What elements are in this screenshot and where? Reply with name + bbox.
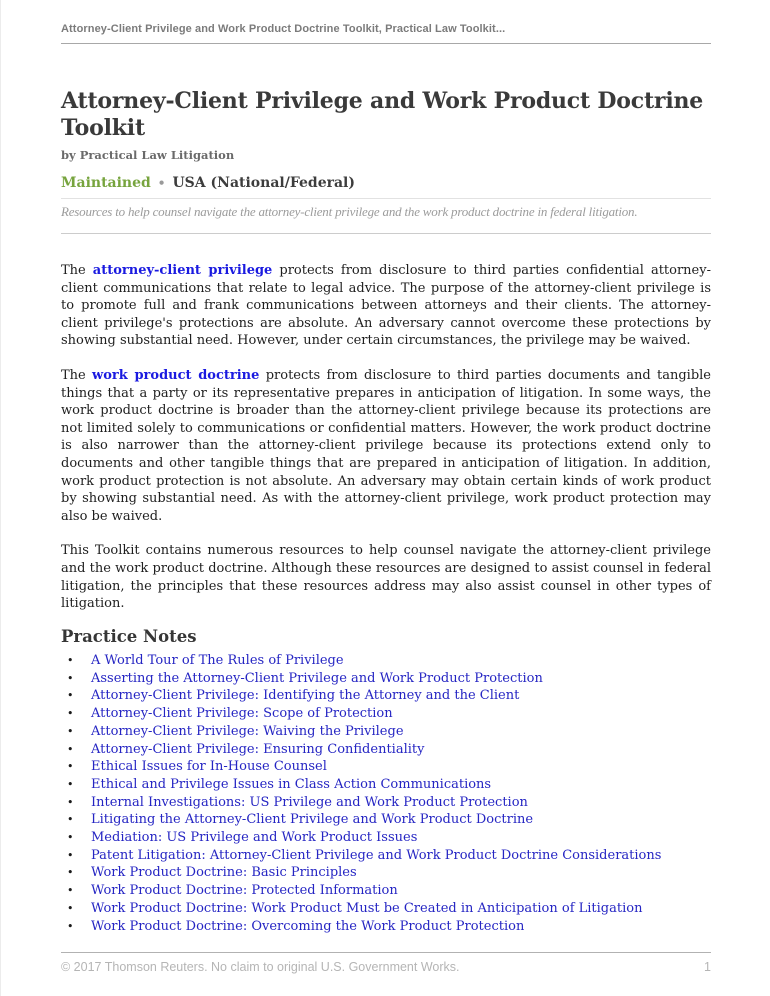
practice-note-item <box>61 652 711 670</box>
page-title: Attorney-Client Privilege and Work Product Doctrine Toolkit <box>61 88 704 141</box>
practice-note-link[interactable]: Internal Investigations: US Privilege and Work Product Protection <box>91 794 528 810</box>
practice-note-link[interactable]: Ethical Issues for In-House Counsel <box>91 759 327 775</box>
practice-note-item <box>61 900 711 918</box>
bullet-icon: • <box>67 848 74 862</box>
paragraph-text: The <box>61 263 93 278</box>
bullet-separator-icon: • <box>157 175 166 190</box>
practice-note-link[interactable]: Ethical and Privilege Issues in Class Action Communications <box>91 776 492 792</box>
practice-note-item <box>61 829 711 847</box>
paragraph-text: protects from disclosure to third parties documents and tangible things that a party or its representative prepares in anticipation of litigation. In some ways, the work product doctrine is broader than the attorney-client privilege because its protections are not limited solely to communications or confidential matters. However, the work product doctrine is also narrower than the attorney-client privilege because its protections extend only to documents and other tangible things that are prepared in anticipation of litigation. In addition, work product protection is not absolute. An adversary may obtain certain kinds of work product by showing substantial need. As with the attorney-client privilege, work product protection may also be waived. <box>61 367 712 524</box>
practice-note-item <box>61 670 711 688</box>
page-footer <box>61 952 711 974</box>
paragraph <box>61 367 711 525</box>
bullet-icon: • <box>67 707 74 721</box>
running-header: Attorney-Client Privilege and Work Product Doctrine Toolkit, Practical Law Toolkit... <box>61 23 711 44</box>
practice-note-item <box>61 741 711 759</box>
status-badge: Maintained <box>61 174 151 191</box>
practice-note-link[interactable]: Asserting the Attorney-Client Privilege and Work Product Protection <box>91 670 543 686</box>
practice-note-link[interactable]: A World Tour of The Rules of Privilege <box>91 653 344 668</box>
practice-notes-heading: Practice Notes <box>61 627 197 646</box>
copyright-text: © 2017 Thomson Reuters. No claim to original U.S. Government Works. <box>61 960 460 974</box>
bullet-icon: • <box>67 742 74 756</box>
bullet-icon: • <box>67 901 74 915</box>
practice-note-link[interactable]: Work Product Doctrine: Basic Principles <box>91 865 357 881</box>
inline-doc-link[interactable]: work product doctrine <box>92 367 260 383</box>
jurisdiction-label: USA (National/Federal) <box>172 174 355 191</box>
status-row <box>61 175 711 199</box>
bullet-icon: • <box>67 760 74 774</box>
paragraph-text: protects from disclosure to third parties confidential attorney-client communications that relate to legal advice. The purpose of the attorney-client privilege is to promote full and frank communications between attorneys and their clients. The attorney-client privilege's protections are absolute. An adversary cannot overcome these protections by showing substantial need. However, under certain circumstances, the privilege may be waived. <box>61 263 711 349</box>
bullet-icon: • <box>67 654 74 667</box>
page-number: 1 <box>704 960 711 974</box>
inline-doc-link[interactable]: attorney-client privilege <box>92 263 273 278</box>
practice-note-link[interactable]: Patent Litigation: Attorney-Client Privilege and Work Product Doctrine Considerations <box>91 847 662 863</box>
bullet-icon: • <box>67 884 74 898</box>
practice-note-item <box>61 918 711 936</box>
practice-note-link[interactable]: Attorney-Client Privilege: Ensuring Confidentiality <box>91 741 425 757</box>
paragraph <box>61 542 711 612</box>
practice-note-item <box>61 723 711 741</box>
bullet-icon: • <box>67 724 74 738</box>
practice-note-link[interactable]: Work Product Doctrine: Protected Information <box>91 883 398 899</box>
practice-notes-section <box>61 627 711 935</box>
bullet-icon: • <box>67 777 74 791</box>
document-header <box>61 88 711 234</box>
practice-note-item <box>61 864 711 882</box>
bullet-icon: • <box>67 831 74 845</box>
bullet-icon: • <box>67 689 74 703</box>
bullet-icon: • <box>67 919 74 933</box>
bullet-icon: • <box>67 813 74 827</box>
practice-note-item <box>61 705 711 723</box>
practice-note-item <box>61 847 711 865</box>
practice-note-item <box>61 794 711 812</box>
practice-note-link[interactable]: Mediation: US Privilege and Work Product Issues <box>91 830 418 846</box>
bullet-icon: • <box>67 795 74 809</box>
body-paragraphs <box>61 262 711 630</box>
practice-note-link[interactable]: Attorney-Client Privilege: Scope of Protection <box>91 706 393 722</box>
practice-note-link[interactable]: Work Product Doctrine: Work Product Must be Created in Anticipation of Litigation <box>91 900 643 916</box>
practice-note-item <box>61 758 711 776</box>
practice-note-link[interactable]: Attorney-Client Privilege: Waiving the Privilege <box>91 723 404 739</box>
byline: by Practical Law Litigation <box>61 147 235 162</box>
practice-notes-list <box>61 652 711 935</box>
paragraph-text: The <box>61 367 93 383</box>
paragraph-text: This Toolkit contains numerous resources to help counsel navigate the attorney-client privilege and the work product doctrine. Although these resources are designed to assist counsel in federal litigation, the principles that these resources address may also assist counsel in other types of litigation. <box>61 543 711 612</box>
practice-note-item <box>61 811 711 829</box>
practice-note-item <box>61 882 711 900</box>
practice-note-item <box>61 776 711 794</box>
practice-note-link[interactable]: Litigating the Attorney-Client Privilege and Work Product Doctrine <box>91 812 534 828</box>
practice-note-link[interactable]: Attorney-Client Privilege: Identifying the Attorney and the Client <box>91 688 520 704</box>
practice-note-link[interactable]: Work Product Doctrine: Overcoming the Work Product Protection <box>91 918 525 934</box>
bullet-icon: • <box>67 671 74 685</box>
paragraph <box>61 262 711 350</box>
practice-note-item <box>61 687 711 705</box>
bullet-icon: • <box>67 866 74 880</box>
document-abstract: Resources to help counsel navigate the attorney-client privilege and the work product doctrine in federal litigation. <box>61 204 711 234</box>
